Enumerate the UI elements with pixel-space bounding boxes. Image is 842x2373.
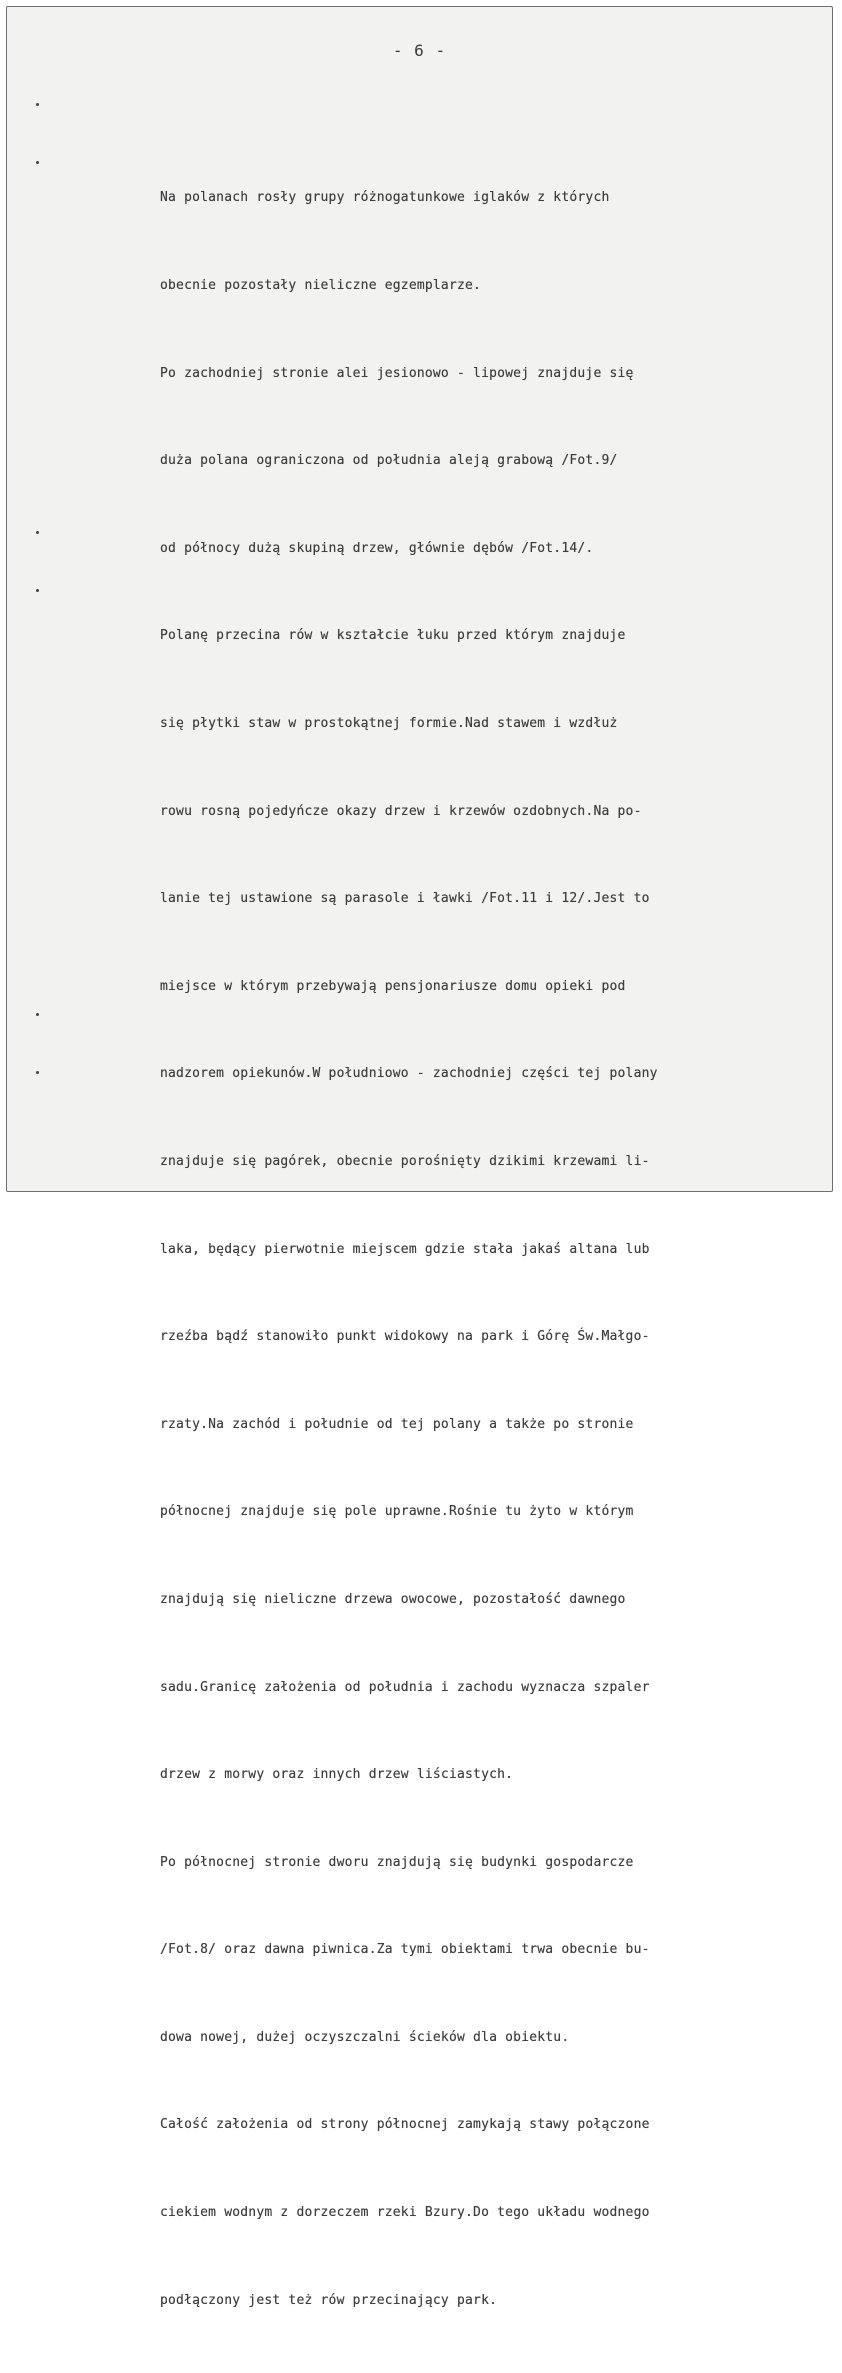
text-line: dowa nowej, dużej oczyszczalni ścieków dla obiektu. <box>160 2029 570 2045</box>
text-line: miejsce w którym przebywają pensjonariusze domu opieki pod <box>160 978 626 994</box>
text-line: znajdują się nieliczne drzewa owocowe, pozostałość dawnego <box>160 1591 626 1607</box>
margin-dot <box>36 1071 39 1074</box>
text-line: Na polanach rosły grupy różnogatunkowe iglaków z których <box>160 190 610 206</box>
text-line: sadu.Granicę założenia od południa i zachodu wyznacza szpaler <box>160 1679 650 1695</box>
text-line: /Fot.8/ oraz dawna piwnica.Za tymi obiektami trwa obecnie bu- <box>160 1942 650 1958</box>
text-line: rzeźba bądź stanowiło punkt widokowy na park i Górę Św.Małgo- <box>160 1329 650 1345</box>
margin-dot <box>36 103 39 106</box>
text-line: Polanę przecina rów w kształcie łuku przed którym znajduje <box>160 628 626 644</box>
text-line: drzew z morwy oraz innych drzew liściastych. <box>160 1767 514 1783</box>
text-line: Po północnej stronie dworu znajdują się budynki gospodarcze <box>160 1854 634 1870</box>
text-line: Całość założenia od strony północnej zamykają stawy połączone <box>160 2117 650 2133</box>
text-line: rzaty.Na zachód i południe od tej polany a także po stronie <box>160 1416 634 1432</box>
margin-dot <box>36 161 39 164</box>
page-number: - 6 - <box>392 41 447 60</box>
margin-dot <box>36 1013 39 1016</box>
text-line: laka, będący pierwotnie miejscem gdzie stała jakaś altana lub <box>160 1241 650 1257</box>
text-line: północnej znajduje się pole uprawne.Rośnie tu żyto w którym <box>160 1504 634 1520</box>
text-line: nadzorem opiekunów.W południowo - zachodniej części tej polany <box>160 1066 658 1082</box>
body-text <box>160 125 810 2373</box>
text-line: znajduje się pagórek, obecnie porośnięty dzikimi krzewami li- <box>160 1153 650 1169</box>
margin-dot <box>36 531 39 534</box>
text-line: ciekiem wodnym z dorzeczem rzeki Bzury.Do tego układu wodnego <box>160 2205 650 2221</box>
text-line: obecnie pozostały nieliczne egzemplarze. <box>160 278 482 293</box>
text-line: się płytki staw w prostokątnej formie.Nad stawem i wzdłuż <box>160 715 618 731</box>
document-page <box>6 6 833 2308</box>
text-line: rowu rosną pojedyńcze okazy drzew i krzewów ozdobnych.Na po- <box>160 803 642 819</box>
text-line: lanie tej ustawione są parasole i ławki /Fot.11 i 12/.Jest to <box>160 891 650 907</box>
text-line: podłączony jest też rów przecinający park. <box>160 2292 498 2308</box>
text-line: od północy dużą skupiną drzew, głównie dębów /Fot.14/. <box>160 540 594 556</box>
text-line: duża polana ograniczona od południa aleją grabową /Fot.9/ <box>160 453 618 469</box>
margin-dot <box>36 589 39 592</box>
text-line: Po zachodniej stronie alei jesionowo - lipowej znajduje się <box>160 365 634 381</box>
